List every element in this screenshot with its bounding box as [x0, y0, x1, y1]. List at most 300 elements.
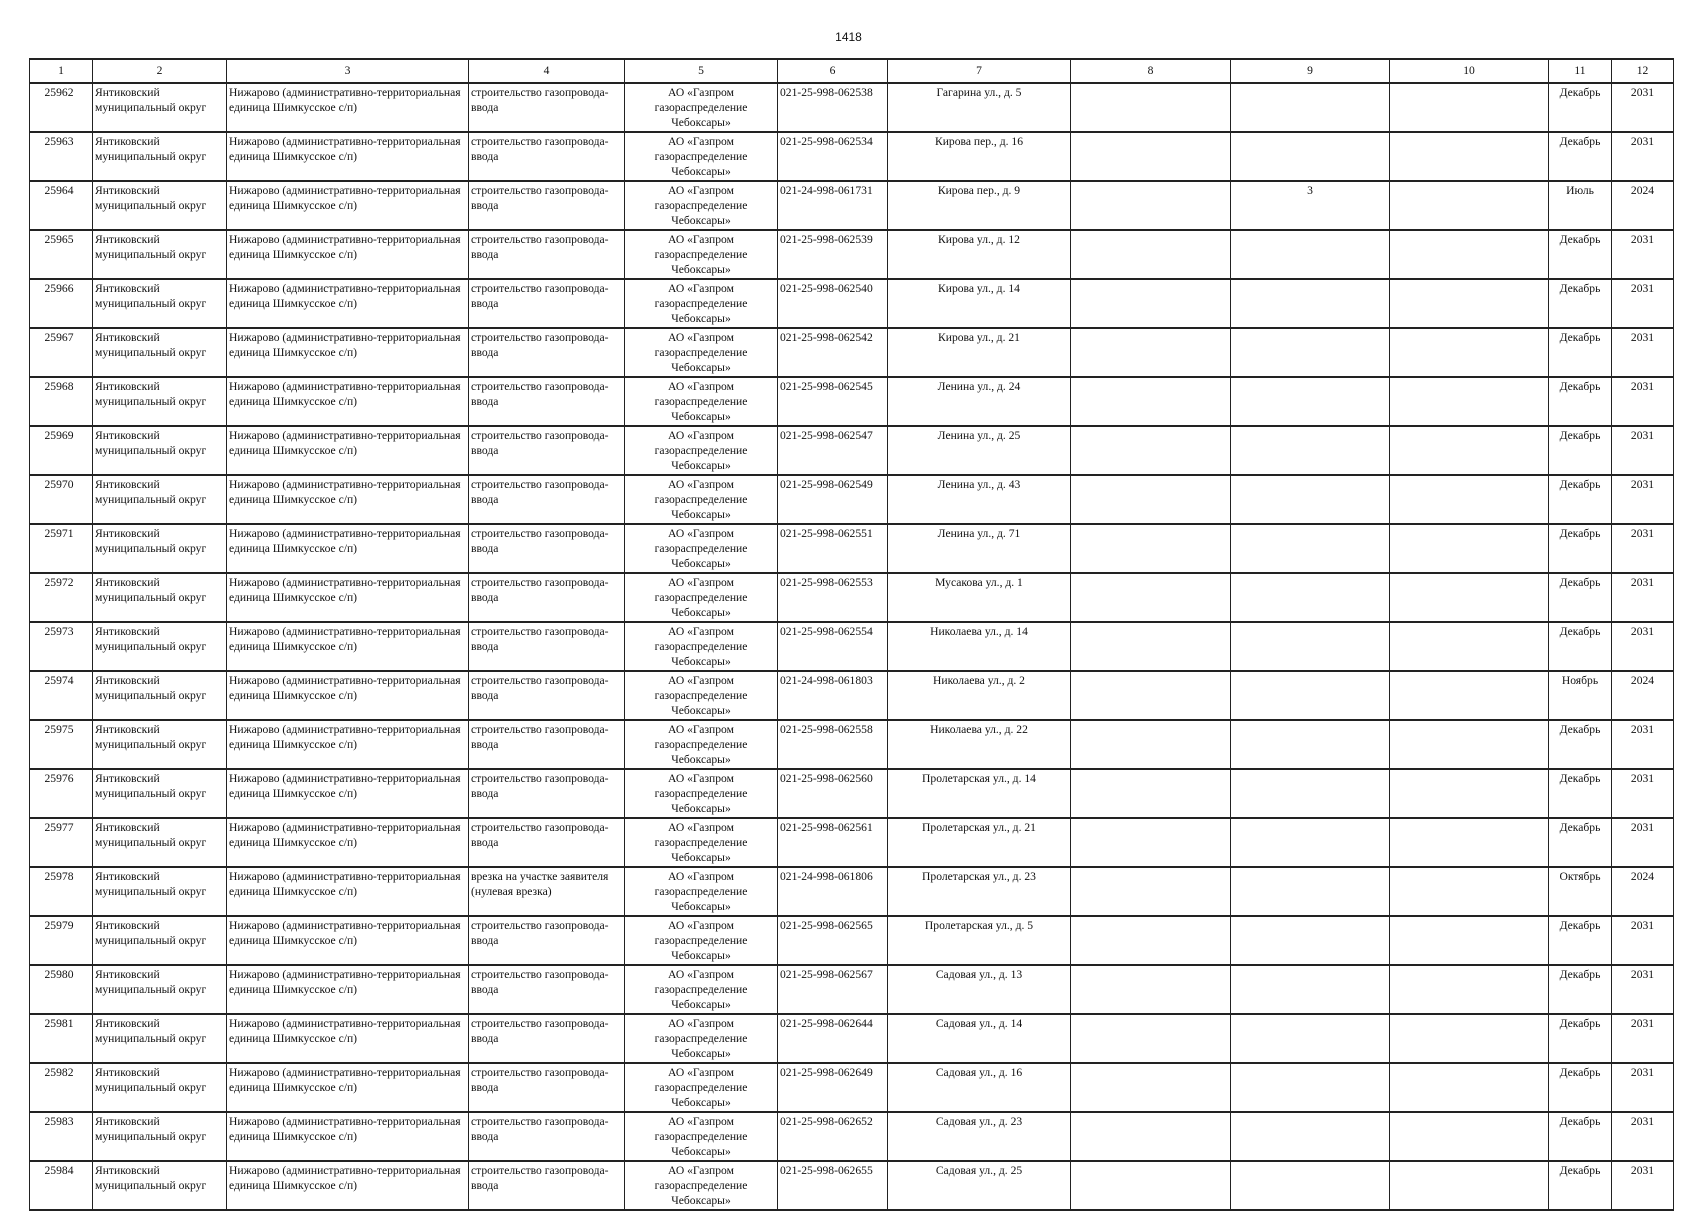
record-number-cell: 25979	[30, 916, 93, 965]
work-type-cell: строительство газопровода-ввода	[469, 916, 625, 965]
year-cell: 2031	[1612, 573, 1674, 622]
application-number-cell: 021-25-998-062539	[778, 230, 888, 279]
table-row	[30, 230, 1674, 279]
settlement-cell: Нижарово (административно-территориальная единица Шимкусское с/п)	[227, 965, 469, 1014]
record-number-cell: 25963	[30, 132, 93, 181]
year-cell: 2031	[1612, 916, 1674, 965]
organization-cell: АО «Газпром газораспределение Чебоксары»	[625, 475, 778, 524]
year-cell: 2031	[1612, 524, 1674, 573]
work-type-cell: строительство газопровода-ввода	[469, 132, 625, 181]
month-cell: Декабрь	[1549, 279, 1612, 328]
table-row	[30, 279, 1674, 328]
work-type-cell: строительство газопровода-ввода	[469, 181, 625, 230]
year-cell: 2031	[1612, 720, 1674, 769]
work-type-cell: строительство газопровода-ввода	[469, 230, 625, 279]
month-cell: Декабрь	[1549, 475, 1612, 524]
record-number-cell: 25964	[30, 181, 93, 230]
address-cell: Кирова пер., д. 9	[888, 181, 1071, 230]
column-header-5: 5	[625, 59, 778, 83]
table-body	[30, 83, 1674, 1210]
organization-cell: АО «Газпром газораспределение Чебоксары»	[625, 573, 778, 622]
organization-cell: АО «Газпром газораспределение Чебоксары»	[625, 965, 778, 1014]
address-cell: Садовая ул., д. 23	[888, 1112, 1071, 1161]
cell-col-10-cell	[1390, 426, 1549, 475]
table-row	[30, 1063, 1674, 1112]
cell-col-9-cell	[1231, 1112, 1390, 1161]
municipal-district-cell: Янтиковский муниципальный округ	[93, 622, 227, 671]
year-cell: 2031	[1612, 230, 1674, 279]
municipal-district-cell: Янтиковский муниципальный округ	[93, 132, 227, 181]
cell-col-9-cell	[1231, 622, 1390, 671]
municipal-district-cell: Янтиковский муниципальный округ	[93, 1112, 227, 1161]
organization-cell: АО «Газпром газораспределение Чебоксары»	[625, 1063, 778, 1112]
table-row	[30, 916, 1674, 965]
year-cell: 2031	[1612, 818, 1674, 867]
organization-cell: АО «Газпром газораспределение Чебоксары»	[625, 132, 778, 181]
application-number-cell: 021-25-998-062561	[778, 818, 888, 867]
cell-col-9-cell	[1231, 279, 1390, 328]
application-number-cell: 021-25-998-062534	[778, 132, 888, 181]
work-type-cell: строительство газопровода-ввода	[469, 573, 625, 622]
year-cell: 2031	[1612, 475, 1674, 524]
address-cell: Пролетарская ул., д. 5	[888, 916, 1071, 965]
cell-col-8-cell	[1071, 377, 1231, 426]
cell-col-8-cell	[1071, 965, 1231, 1014]
address-cell: Пролетарская ул., д. 23	[888, 867, 1071, 916]
municipal-district-cell: Янтиковский муниципальный округ	[93, 426, 227, 475]
year-cell: 2031	[1612, 769, 1674, 818]
organization-cell: АО «Газпром газораспределение Чебоксары»	[625, 1161, 778, 1210]
column-header-4: 4	[469, 59, 625, 83]
cell-col-9-cell	[1231, 426, 1390, 475]
cell-col-8-cell	[1071, 720, 1231, 769]
work-type-cell: строительство газопровода-ввода	[469, 328, 625, 377]
organization-cell: АО «Газпром газораспределение Чебоксары»	[625, 83, 778, 132]
cell-col-9-cell	[1231, 671, 1390, 720]
cell-col-8-cell	[1071, 230, 1231, 279]
year-cell: 2031	[1612, 377, 1674, 426]
cell-col-8-cell	[1071, 1161, 1231, 1210]
organization-cell: АО «Газпром газораспределение Чебоксары»	[625, 818, 778, 867]
cell-col-10-cell	[1390, 769, 1549, 818]
cell-col-9-cell	[1231, 1063, 1390, 1112]
record-number-cell: 25981	[30, 1014, 93, 1063]
cell-col-8-cell	[1071, 328, 1231, 377]
address-cell: Мусакова ул., д. 1	[888, 573, 1071, 622]
year-cell: 2024	[1612, 181, 1674, 230]
month-cell: Декабрь	[1549, 1161, 1612, 1210]
work-type-cell: строительство газопровода-ввода	[469, 622, 625, 671]
settlement-cell: Нижарово (административно-территориальная единица Шимкусское с/п)	[227, 573, 469, 622]
municipal-district-cell: Янтиковский муниципальный округ	[93, 671, 227, 720]
cell-col-9-cell	[1231, 83, 1390, 132]
municipal-district-cell: Янтиковский муниципальный округ	[93, 769, 227, 818]
municipal-district-cell: Янтиковский муниципальный округ	[93, 573, 227, 622]
cell-col-8-cell	[1071, 83, 1231, 132]
cell-col-10-cell	[1390, 132, 1549, 181]
settlement-cell: Нижарово (административно-территориальная единица Шимкусское с/п)	[227, 1063, 469, 1112]
work-type-cell: строительство газопровода-ввода	[469, 965, 625, 1014]
column-header-8: 8	[1071, 59, 1231, 83]
application-number-cell: 021-24-998-061731	[778, 181, 888, 230]
month-cell: Декабрь	[1549, 916, 1612, 965]
organization-cell: АО «Газпром газораспределение Чебоксары»	[625, 671, 778, 720]
settlement-cell: Нижарово (административно-территориальная единица Шимкусское с/п)	[227, 916, 469, 965]
record-number-cell: 25966	[30, 279, 93, 328]
work-type-cell: строительство газопровода-ввода	[469, 83, 625, 132]
address-cell: Ленина ул., д. 24	[888, 377, 1071, 426]
settlement-cell: Нижарово (административно-территориальная единица Шимкусское с/п)	[227, 524, 469, 573]
year-cell: 2031	[1612, 1063, 1674, 1112]
table-row	[30, 818, 1674, 867]
month-cell: Ноябрь	[1549, 671, 1612, 720]
settlement-cell: Нижарово (административно-территориальная единица Шимкусское с/п)	[227, 83, 469, 132]
table-row	[30, 328, 1674, 377]
record-number-cell: 25970	[30, 475, 93, 524]
application-number-cell: 021-24-998-061806	[778, 867, 888, 916]
settlement-cell: Нижарово (административно-территориальная единица Шимкусское с/п)	[227, 230, 469, 279]
settlement-cell: Нижарово (административно-территориальная единица Шимкусское с/п)	[227, 328, 469, 377]
address-cell: Ленина ул., д. 25	[888, 426, 1071, 475]
cell-col-9-cell	[1231, 328, 1390, 377]
month-cell: Декабрь	[1549, 720, 1612, 769]
cell-col-8-cell	[1071, 181, 1231, 230]
cell-col-10-cell	[1390, 867, 1549, 916]
address-cell: Кирова ул., д. 12	[888, 230, 1071, 279]
address-cell: Садовая ул., д. 14	[888, 1014, 1071, 1063]
cell-col-10-cell	[1390, 279, 1549, 328]
year-cell: 2031	[1612, 328, 1674, 377]
address-cell: Кирова пер., д. 16	[888, 132, 1071, 181]
application-number-cell: 021-25-998-062545	[778, 377, 888, 426]
municipal-district-cell: Янтиковский муниципальный округ	[93, 279, 227, 328]
cell-col-9-cell: 3	[1231, 181, 1390, 230]
cell-col-9-cell	[1231, 524, 1390, 573]
table-row	[30, 83, 1674, 132]
cell-col-10-cell	[1390, 83, 1549, 132]
work-type-cell: строительство газопровода-ввода	[469, 524, 625, 573]
table-row	[30, 377, 1674, 426]
application-number-cell: 021-25-998-062652	[778, 1112, 888, 1161]
cell-col-10-cell	[1390, 671, 1549, 720]
application-number-cell: 021-25-998-062551	[778, 524, 888, 573]
year-cell: 2031	[1612, 1112, 1674, 1161]
municipal-district-cell: Янтиковский муниципальный округ	[93, 818, 227, 867]
month-cell: Июль	[1549, 181, 1612, 230]
year-cell: 2031	[1612, 279, 1674, 328]
month-cell: Декабрь	[1549, 1112, 1612, 1161]
month-cell: Декабрь	[1549, 230, 1612, 279]
cell-col-9-cell	[1231, 1161, 1390, 1210]
cell-col-10-cell	[1390, 1014, 1549, 1063]
table-row	[30, 132, 1674, 181]
cell-col-8-cell	[1071, 1112, 1231, 1161]
organization-cell: АО «Газпром газораспределение Чебоксары»	[625, 769, 778, 818]
table-row	[30, 524, 1674, 573]
column-header-12: 12	[1612, 59, 1674, 83]
organization-cell: АО «Газпром газораспределение Чебоксары»	[625, 916, 778, 965]
application-number-cell: 021-25-998-062547	[778, 426, 888, 475]
work-type-cell: строительство газопровода-ввода	[469, 671, 625, 720]
work-type-cell: строительство газопровода-ввода	[469, 720, 625, 769]
month-cell: Декабрь	[1549, 1014, 1612, 1063]
work-type-cell: строительство газопровода-ввода	[469, 1161, 625, 1210]
municipal-district-cell: Янтиковский муниципальный округ	[93, 1161, 227, 1210]
table-row	[30, 573, 1674, 622]
organization-cell: АО «Газпром газораспределение Чебоксары»	[625, 1014, 778, 1063]
record-number-cell: 25962	[30, 83, 93, 132]
year-cell: 2024	[1612, 867, 1674, 916]
cell-col-8-cell	[1071, 426, 1231, 475]
cell-col-10-cell	[1390, 377, 1549, 426]
work-type-cell: строительство газопровода-ввода	[469, 475, 625, 524]
application-number-cell: 021-25-998-062549	[778, 475, 888, 524]
record-number-cell: 25975	[30, 720, 93, 769]
work-type-cell: строительство газопровода-ввода	[469, 279, 625, 328]
cell-col-10-cell	[1390, 573, 1549, 622]
year-cell: 2031	[1612, 1014, 1674, 1063]
cell-col-8-cell	[1071, 867, 1231, 916]
month-cell: Октябрь	[1549, 867, 1612, 916]
record-number-cell: 25973	[30, 622, 93, 671]
municipal-district-cell: Янтиковский муниципальный округ	[93, 83, 227, 132]
cell-col-10-cell	[1390, 622, 1549, 671]
cell-col-10-cell	[1390, 1112, 1549, 1161]
table-row	[30, 867, 1674, 916]
municipal-district-cell: Янтиковский муниципальный округ	[93, 720, 227, 769]
column-header-3: 3	[227, 59, 469, 83]
year-cell: 2024	[1612, 671, 1674, 720]
application-number-cell: 021-25-998-062558	[778, 720, 888, 769]
address-cell: Садовая ул., д. 25	[888, 1161, 1071, 1210]
organization-cell: АО «Газпром газораспределение Чебоксары»	[625, 524, 778, 573]
work-type-cell: строительство газопровода-ввода	[469, 1014, 625, 1063]
work-type-cell: врезка на участке заявителя (нулевая врезка)	[469, 867, 625, 916]
municipal-district-cell: Янтиковский муниципальный округ	[93, 965, 227, 1014]
cell-col-8-cell	[1071, 1014, 1231, 1063]
organization-cell: АО «Газпром газораспределение Чебоксары»	[625, 720, 778, 769]
cell-col-8-cell	[1071, 132, 1231, 181]
column-header-6: 6	[778, 59, 888, 83]
cell-col-9-cell	[1231, 916, 1390, 965]
month-cell: Декабрь	[1549, 426, 1612, 475]
organization-cell: АО «Газпром газораспределение Чебоксары»	[625, 181, 778, 230]
address-cell: Садовая ул., д. 13	[888, 965, 1071, 1014]
table-row	[30, 720, 1674, 769]
year-cell: 2031	[1612, 965, 1674, 1014]
organization-cell: АО «Газпром газораспределение Чебоксары»	[625, 1112, 778, 1161]
gasification-registry-table	[29, 58, 1674, 1211]
table-row	[30, 965, 1674, 1014]
cell-col-8-cell	[1071, 524, 1231, 573]
month-cell: Декабрь	[1549, 328, 1612, 377]
application-number-cell: 021-24-998-061803	[778, 671, 888, 720]
work-type-cell: строительство газопровода-ввода	[469, 426, 625, 475]
cell-col-8-cell	[1071, 1063, 1231, 1112]
settlement-cell: Нижарово (административно-территориальная единица Шимкусское с/п)	[227, 1161, 469, 1210]
cell-col-9-cell	[1231, 818, 1390, 867]
table-row	[30, 1014, 1674, 1063]
municipal-district-cell: Янтиковский муниципальный округ	[93, 475, 227, 524]
table-row	[30, 475, 1674, 524]
cell-col-9-cell	[1231, 475, 1390, 524]
cell-col-9-cell	[1231, 230, 1390, 279]
month-cell: Декабрь	[1549, 377, 1612, 426]
cell-col-8-cell	[1071, 279, 1231, 328]
municipal-district-cell: Янтиковский муниципальный округ	[93, 181, 227, 230]
organization-cell: АО «Газпром газораспределение Чебоксары»	[625, 230, 778, 279]
address-cell: Ленина ул., д. 71	[888, 524, 1071, 573]
application-number-cell: 021-25-998-062540	[778, 279, 888, 328]
month-cell: Декабрь	[1549, 573, 1612, 622]
cell-col-8-cell	[1071, 671, 1231, 720]
work-type-cell: строительство газопровода-ввода	[469, 818, 625, 867]
settlement-cell: Нижарово (административно-территориальная единица Шимкусское с/п)	[227, 1112, 469, 1161]
cell-col-9-cell	[1231, 720, 1390, 769]
address-cell: Садовая ул., д. 16	[888, 1063, 1071, 1112]
table-row	[30, 622, 1674, 671]
settlement-cell: Нижарово (административно-территориальная единица Шимкусское с/п)	[227, 769, 469, 818]
address-cell: Николаева ул., д. 2	[888, 671, 1071, 720]
municipal-district-cell: Янтиковский муниципальный округ	[93, 230, 227, 279]
settlement-cell: Нижарово (административно-территориальная единица Шимкусское с/п)	[227, 671, 469, 720]
work-type-cell: строительство газопровода-ввода	[469, 1063, 625, 1112]
settlement-cell: Нижарово (административно-территориальная единица Шимкусское с/п)	[227, 867, 469, 916]
address-cell: Пролетарская ул., д. 21	[888, 818, 1071, 867]
application-number-cell: 021-25-998-062649	[778, 1063, 888, 1112]
cell-col-9-cell	[1231, 769, 1390, 818]
cell-col-8-cell	[1071, 818, 1231, 867]
record-number-cell: 25982	[30, 1063, 93, 1112]
application-number-cell: 021-25-998-062554	[778, 622, 888, 671]
address-cell: Николаева ул., д. 14	[888, 622, 1071, 671]
cell-col-10-cell	[1390, 916, 1549, 965]
cell-col-10-cell	[1390, 524, 1549, 573]
cell-col-9-cell	[1231, 377, 1390, 426]
month-cell: Декабрь	[1549, 965, 1612, 1014]
column-header-1: 1	[30, 59, 93, 83]
application-number-cell: 021-25-998-062565	[778, 916, 888, 965]
column-header-11: 11	[1549, 59, 1612, 83]
cell-col-9-cell	[1231, 867, 1390, 916]
column-header-9: 9	[1231, 59, 1390, 83]
year-cell: 2031	[1612, 132, 1674, 181]
record-number-cell: 25968	[30, 377, 93, 426]
cell-col-8-cell	[1071, 769, 1231, 818]
record-number-cell: 25978	[30, 867, 93, 916]
application-number-cell: 021-25-998-062655	[778, 1161, 888, 1210]
cell-col-9-cell	[1231, 132, 1390, 181]
cell-col-10-cell	[1390, 328, 1549, 377]
work-type-cell: строительство газопровода-ввода	[469, 769, 625, 818]
organization-cell: АО «Газпром газораспределение Чебоксары»	[625, 867, 778, 916]
month-cell: Декабрь	[1549, 83, 1612, 132]
month-cell: Декабрь	[1549, 1063, 1612, 1112]
application-number-cell: 021-25-998-062560	[778, 769, 888, 818]
record-number-cell: 25974	[30, 671, 93, 720]
table-row	[30, 671, 1674, 720]
municipal-district-cell: Янтиковский муниципальный округ	[93, 867, 227, 916]
record-number-cell: 25976	[30, 769, 93, 818]
application-number-cell: 021-25-998-062553	[778, 573, 888, 622]
cell-col-8-cell	[1071, 573, 1231, 622]
page-number: 1418	[835, 30, 862, 44]
column-number-row	[30, 59, 1674, 83]
month-cell: Декабрь	[1549, 818, 1612, 867]
settlement-cell: Нижарово (административно-территориальная единица Шимкусское с/п)	[227, 720, 469, 769]
record-number-cell: 25984	[30, 1161, 93, 1210]
settlement-cell: Нижарово (административно-территориальная единица Шимкусское с/п)	[227, 475, 469, 524]
year-cell: 2031	[1612, 426, 1674, 475]
settlement-cell: Нижарово (административно-территориальная единица Шимкусское с/п)	[227, 622, 469, 671]
record-number-cell: 25967	[30, 328, 93, 377]
address-cell: Ленина ул., д. 43	[888, 475, 1071, 524]
column-header-2: 2	[93, 59, 227, 83]
settlement-cell: Нижарово (административно-территориальная единица Шимкусское с/п)	[227, 132, 469, 181]
address-cell: Пролетарская ул., д. 14	[888, 769, 1071, 818]
record-number-cell: 25972	[30, 573, 93, 622]
record-number-cell: 25969	[30, 426, 93, 475]
address-cell: Гагарина ул., д. 5	[888, 83, 1071, 132]
settlement-cell: Нижарово (административно-территориальная единица Шимкусское с/п)	[227, 426, 469, 475]
settlement-cell: Нижарово (административно-территориальная единица Шимкусское с/п)	[227, 1014, 469, 1063]
table-row	[30, 769, 1674, 818]
municipal-district-cell: Янтиковский муниципальный округ	[93, 916, 227, 965]
address-cell: Кирова ул., д. 14	[888, 279, 1071, 328]
month-cell: Декабрь	[1549, 132, 1612, 181]
cell-col-10-cell	[1390, 1161, 1549, 1210]
table-row	[30, 426, 1674, 475]
work-type-cell: строительство газопровода-ввода	[469, 377, 625, 426]
application-number-cell: 021-25-998-062644	[778, 1014, 888, 1063]
month-cell: Декабрь	[1549, 524, 1612, 573]
cell-col-8-cell	[1071, 622, 1231, 671]
municipal-district-cell: Янтиковский муниципальный округ	[93, 1014, 227, 1063]
settlement-cell: Нижарово (административно-территориальная единица Шимкусское с/п)	[227, 279, 469, 328]
organization-cell: АО «Газпром газораспределение Чебоксары»	[625, 622, 778, 671]
cell-col-9-cell	[1231, 573, 1390, 622]
work-type-cell: строительство газопровода-ввода	[469, 1112, 625, 1161]
cell-col-9-cell	[1231, 1014, 1390, 1063]
settlement-cell: Нижарово (административно-территориальная единица Шимкусское с/п)	[227, 818, 469, 867]
cell-col-9-cell	[1231, 965, 1390, 1014]
application-number-cell: 021-25-998-062538	[778, 83, 888, 132]
cell-col-10-cell	[1390, 181, 1549, 230]
cell-col-8-cell	[1071, 475, 1231, 524]
cell-col-10-cell	[1390, 1063, 1549, 1112]
municipal-district-cell: Янтиковский муниципальный округ	[93, 524, 227, 573]
address-cell: Кирова ул., д. 21	[888, 328, 1071, 377]
application-number-cell: 021-25-998-062567	[778, 965, 888, 1014]
cell-col-10-cell	[1390, 230, 1549, 279]
record-number-cell: 25971	[30, 524, 93, 573]
settlement-cell: Нижарово (административно-территориальная единица Шимкусское с/п)	[227, 377, 469, 426]
organization-cell: АО «Газпром газораспределение Чебоксары»	[625, 328, 778, 377]
municipal-district-cell: Янтиковский муниципальный округ	[93, 1063, 227, 1112]
column-header-7: 7	[888, 59, 1071, 83]
organization-cell: АО «Газпром газораспределение Чебоксары»	[625, 279, 778, 328]
month-cell: Декабрь	[1549, 769, 1612, 818]
application-number-cell: 021-25-998-062542	[778, 328, 888, 377]
column-header-10: 10	[1390, 59, 1549, 83]
settlement-cell: Нижарово (административно-территориальная единица Шимкусское с/п)	[227, 181, 469, 230]
address-cell: Николаева ул., д. 22	[888, 720, 1071, 769]
table-row	[30, 181, 1674, 230]
organization-cell: АО «Газпром газораспределение Чебоксары»	[625, 426, 778, 475]
year-cell: 2031	[1612, 83, 1674, 132]
record-number-cell: 25980	[30, 965, 93, 1014]
organization-cell: АО «Газпром газораспределение Чебоксары»	[625, 377, 778, 426]
